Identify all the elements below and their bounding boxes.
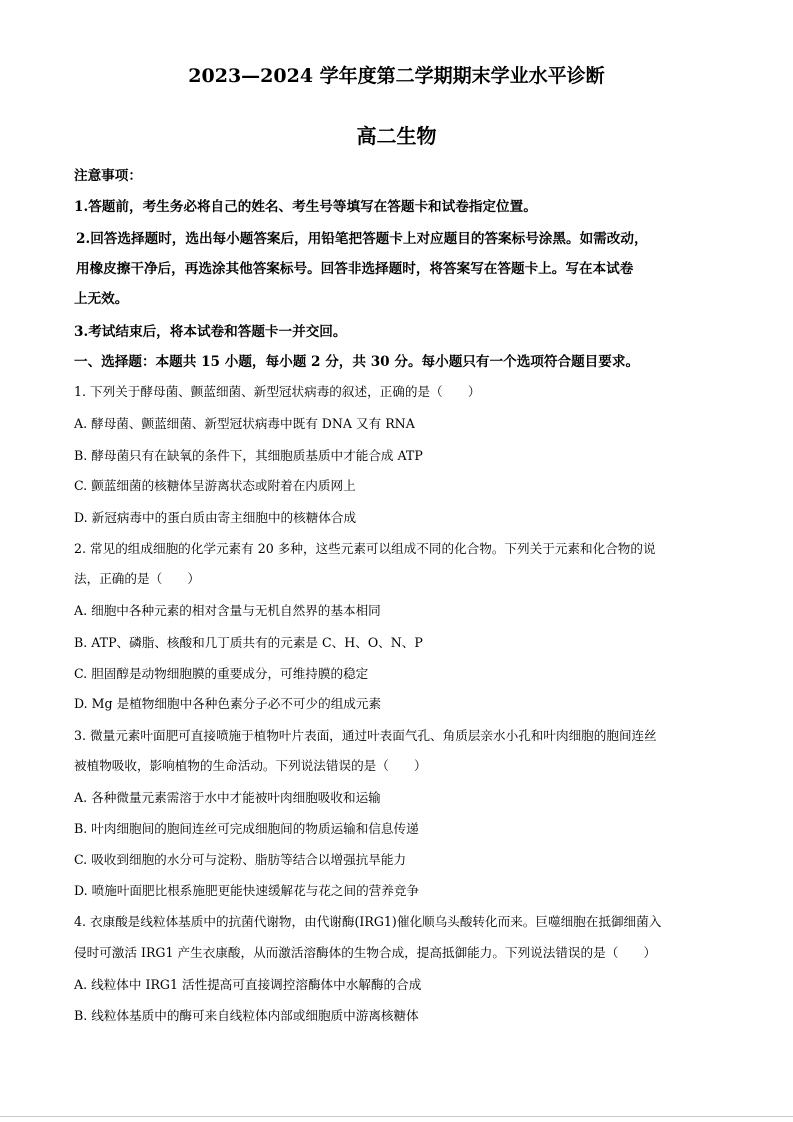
question-2-option-b: B. ATP、磷脂、核酸和几丁质共有的元素是 C、H、O、N、P <box>74 635 423 650</box>
question-4-stem-line-2: 侵时可激活 IRG1 产生衣康酸，从而激活溶酶体的生物合成，提高抵御能力。下列说法错误的是（ ） <box>74 945 657 960</box>
notes-item-1: 1.答题前，考生务必将自己的姓名、考生号等填写在答题卡和试卷指定位置。 <box>74 199 537 215</box>
notes-item-3: 3.考试结束后，将本试卷和答题卡一并交回。 <box>74 324 347 340</box>
question-2-option-d: D. Mg 是植物细胞中各种色素分子必不可少的组成元素 <box>74 696 382 711</box>
question-3-option-c: C. 吸收到细胞的水分可与淀粉、脂肪等结合以增强抗旱能力 <box>74 852 407 867</box>
question-1-option-a: A. 酵母菌、颤蓝细菌、新型冠状病毒中既有 DNA 又有 RNA <box>74 416 415 431</box>
notes-item-2-line-3: 上无效。 <box>74 291 129 307</box>
question-2-option-c: C. 胆固醇是动物细胞膜的重要成分，可维持膜的稳定 <box>74 666 369 681</box>
notes-item-2-line-1: 2.回答选择题时，选出每小题答案后，用铅笔把答题卡上对应题目的答案标号涂黑。如需改动， <box>76 231 648 247</box>
question-4-stem-line-1: 4. 衣康酸是线粒体基质中的抗菌代谢物，由代谢酶(IRG1)催化顺乌头酸转化而来。巨噬细胞在抵御细菌入 <box>74 914 662 929</box>
question-2-stem-line-2: 法，正确的是（ ） <box>74 571 200 586</box>
question-1-option-d: D. 新冠病毒中的蛋白质由寄主细胞中的核糖体合成 <box>74 510 357 525</box>
exam-subject: 高二生物 <box>356 124 437 148</box>
page-bottom-divider <box>0 1116 793 1117</box>
notes-item-2-line-2: 用橡皮擦干净后，再选涂其他答案标号。回答非选择题时，将答案写在答题卡上。写在本试卷 <box>76 261 634 277</box>
question-3-stem-line-1: 3. 微量元素叶面肥可直接喷施于植物叶片表面，通过叶表面气孔、角质层亲水小孔和叶肉细胞的胞间连丝 <box>74 728 657 743</box>
section-1-heading: 一、选择题：本题共 15 小题，每小题 2 分，共 30 分。每小题只有一个选项符合题目要求。 <box>74 354 640 370</box>
question-4-option-a: A. 线粒体中 IRG1 活性提高可直接调控溶酶体中水解酶的合成 <box>74 977 422 992</box>
question-1-option-b: B. 酵母菌只有在缺氧的条件下，其细胞质基质中才能合成 ATP <box>74 448 423 463</box>
question-3-option-d: D. 喷施叶面肥比根系施肥更能快速缓解花与花之间的营养竞争 <box>74 883 420 898</box>
question-2-option-a: A. 细胞中各种元素的相对含量与无机自然界的基本相同 <box>74 603 381 618</box>
question-3-option-a: A. 各种微量元素需溶于水中才能被叶肉细胞吸收和运输 <box>74 790 381 805</box>
question-1-stem: 1. 下列关于酵母菌、颤蓝细菌、新型冠状病毒的叙述，正确的是（ ） <box>74 384 481 399</box>
question-3-option-b: B. 叶肉细胞间的胞间连丝可完成细胞间的物质运输和信息传递 <box>74 821 419 836</box>
question-3-stem-line-2: 被植物吸收，影响植物的生命活动。下列说法错误的是（ ） <box>74 758 427 773</box>
notes-heading: 注意事项： <box>74 168 142 184</box>
question-4-option-b: B. 线粒体基质中的酶可来自线粒体内部或细胞质中游离核糖体 <box>74 1008 419 1023</box>
question-1-option-c: C. 颤蓝细菌的核糖体呈游离状态或附着在内质网上 <box>74 478 356 493</box>
exam-title: 2023—2024 学年度第二学期期末学业水平诊断 <box>188 65 605 87</box>
question-2-stem-line-1: 2. 常见的组成细胞的化学元素有 20 多种，这些元素可以组成不同的化合物。下列关于元素和化合物的说 <box>74 541 656 556</box>
